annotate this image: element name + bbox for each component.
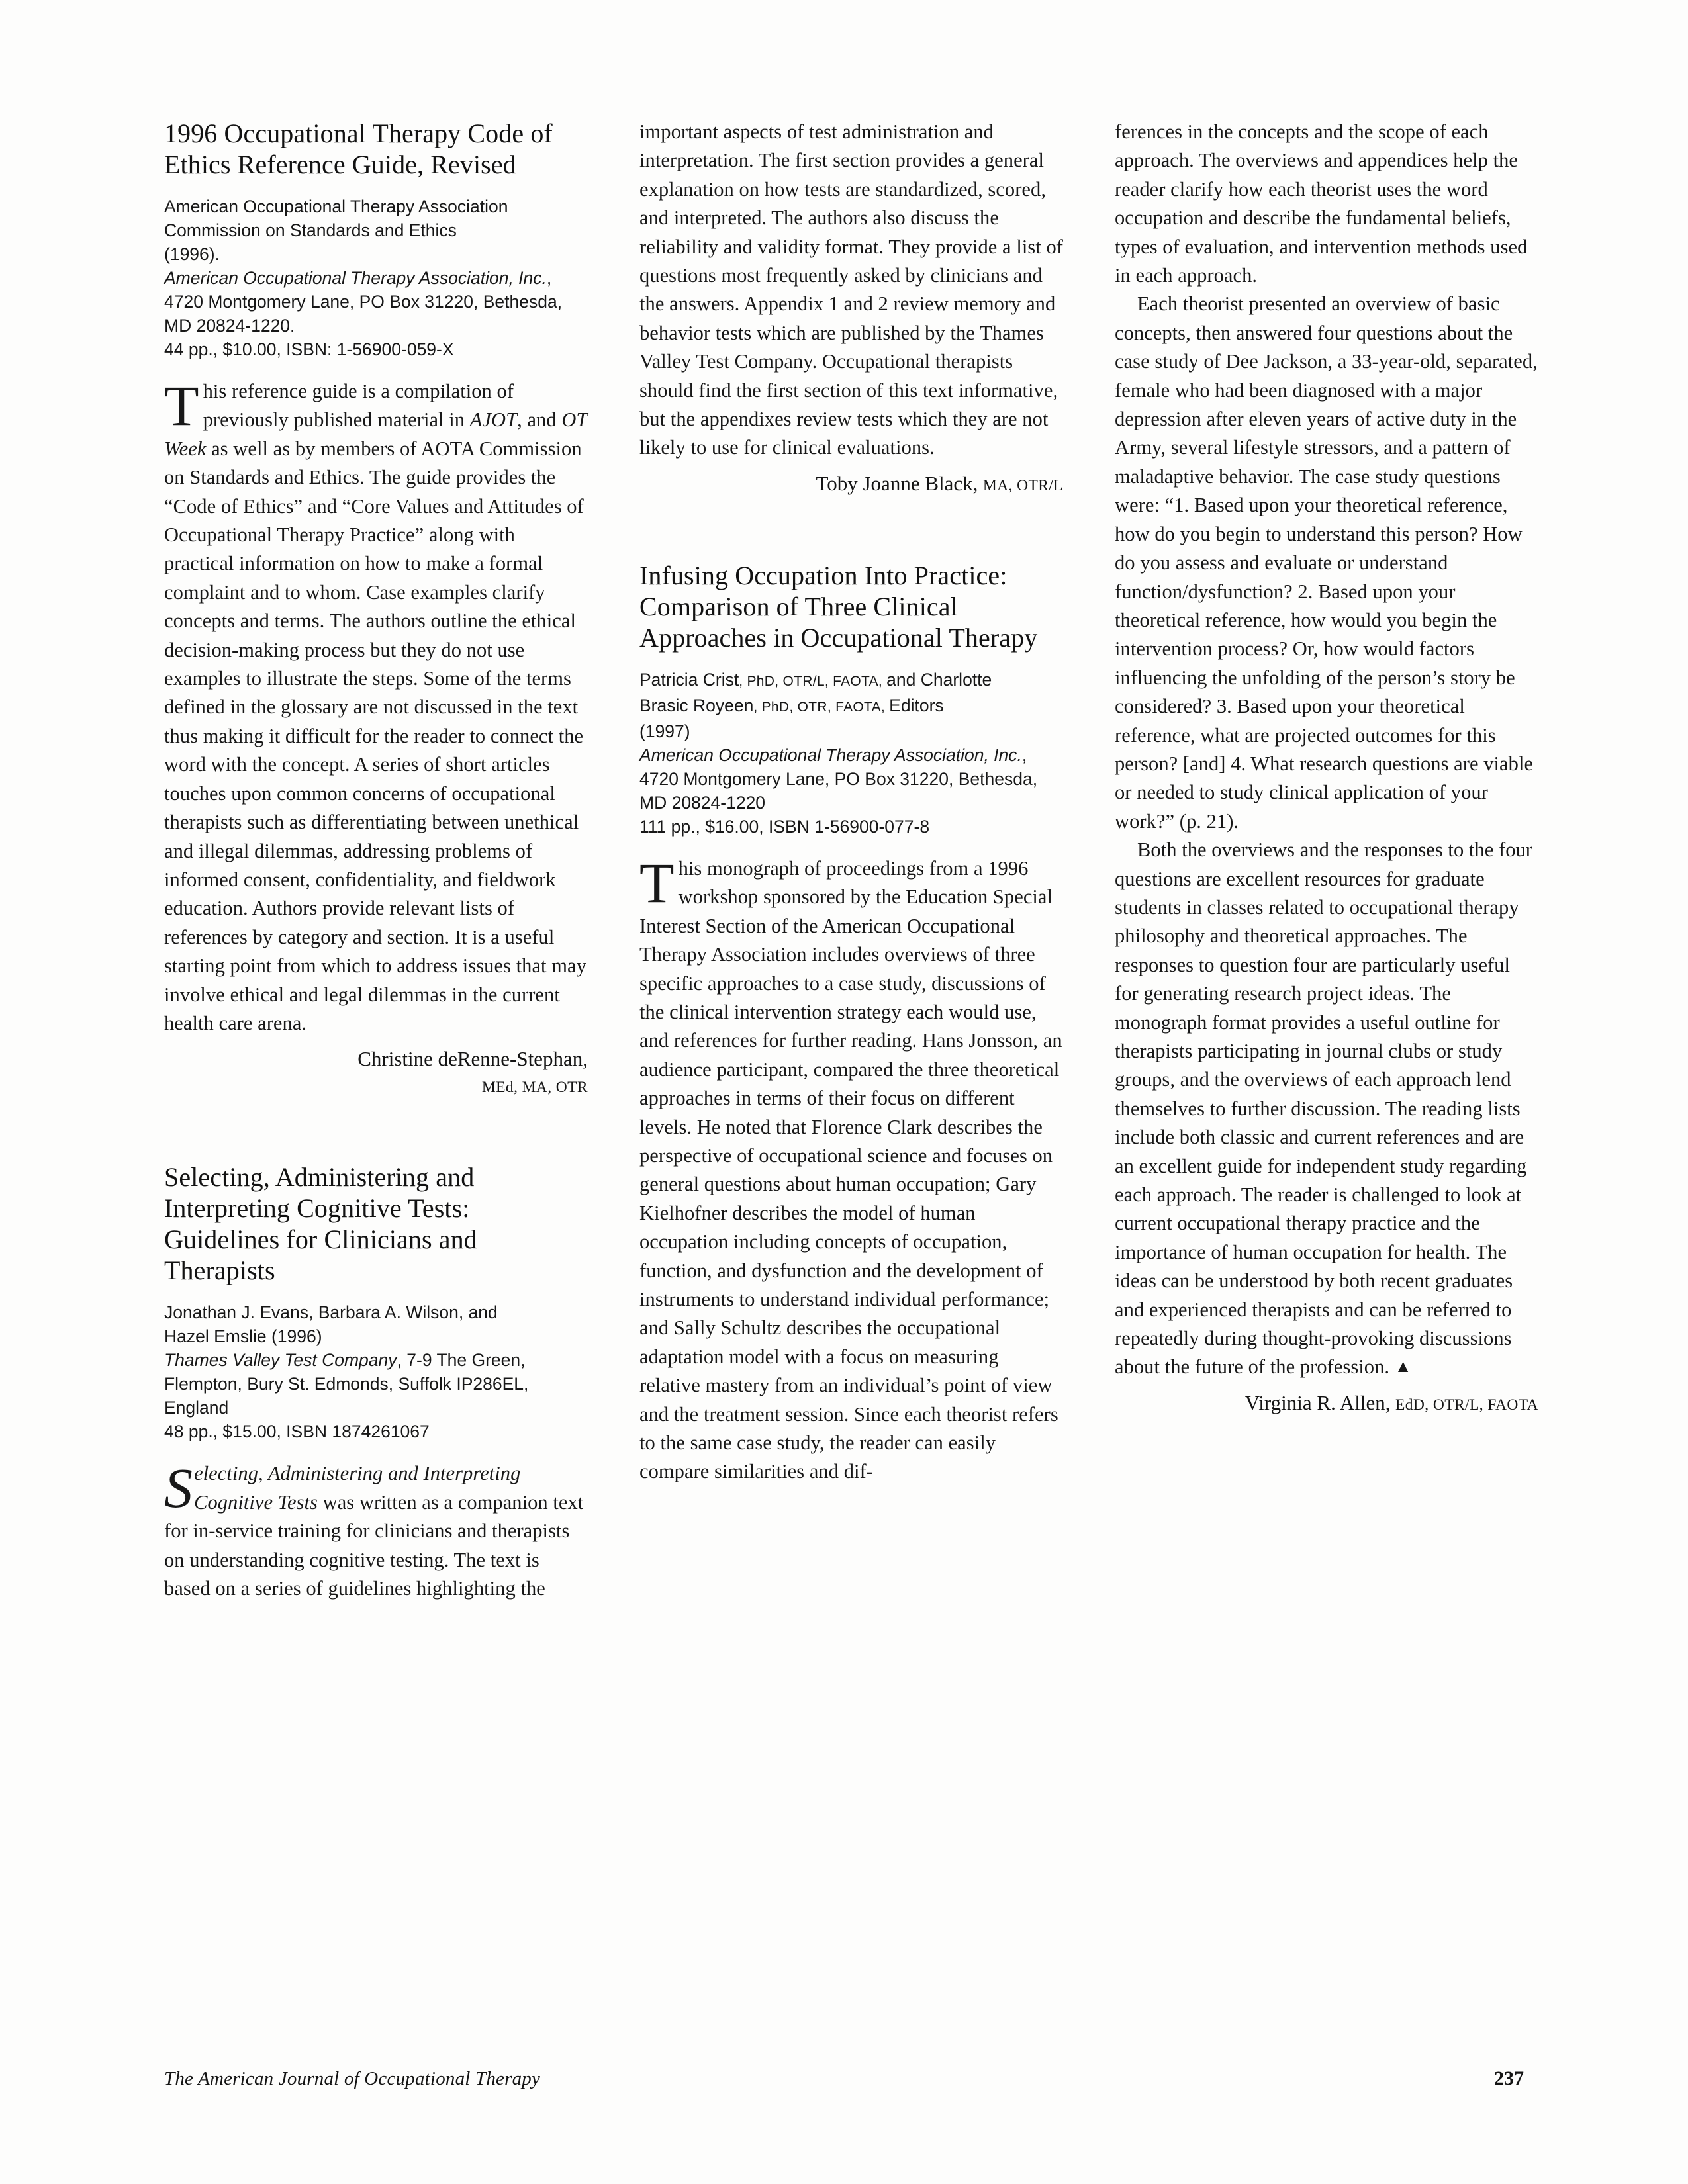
citation-line-2: Commission on Standards and Ethics xyxy=(164,220,457,240)
journal-title-ajot: AJOT xyxy=(469,408,518,432)
drop-cap-letter: S xyxy=(164,1456,193,1520)
citation-block-infusing-occupation xyxy=(639,668,1063,839)
citation-year: (1997) xyxy=(639,721,690,741)
end-of-article-triangle-icon: ▲ xyxy=(1394,1357,1412,1377)
body-text: his monograph of proceedings from a 1996 workshop sponsored by the Education Special Interest Section of the American Occupational Therapy Association includes overviews of three specific approaches to a case study, discussions of the clinical intervention strategy each would use, and references for further reading. Hans Jonsson, an audience participant, compared the three theoretical approaches in terms of their focus on different levels. He noted that Florence Clark describes the perspective of occupational science and focuses on general questions about human occupation; Gary Kielhofner describes the model of human occupation including concepts of occupation, function, and dysfunction and the development of instruments to understand individual performance; and Sally Schultz describes the occupational adaptation model with a focus on measuring relative mastery from an individual’s point of view and the treatment session. Since each theorist refers to the same case study, the reader can easily compare similarities and dif- xyxy=(639,856,1062,1483)
page-number: 237 xyxy=(1494,2068,1524,2089)
citation-line-1: American Occupational Therapy Association xyxy=(164,197,508,216)
citation-line-2: Hazel Emslie (1996) xyxy=(164,1326,322,1347)
reviewer-name: Toby Joanne Black, xyxy=(816,471,978,495)
book-title-italic: electing, Administering and Interpreting Cognitive Tests xyxy=(194,1462,521,1514)
body-text-tail: as well as by members of AOTA Commission on Standards and Ethics. The guide provides the “Code of Ethics” and “Core Values and Attitudes of Occupational Therapy Practice” along with practical information on how to make a formal complaint and to whom. Case examples clarify concepts and terms. The authors outline the ethical decision-making process but they do not use examples to illustrate the steps. Some of the terms defined in the glossary are not discussed in the text thus making it difficult for the reader to connect the word with the concept. A series of short articles touches upon common concerns of occupational therapists such as differentiating between unethical and illegal dilemmas, addressing problems of informed consent, confidentiality, and fieldwork education. Authors provide relevant lists of references by category and section. It is a useful starting point from which to address issues that may involve ethical and legal dilemmas in the current health care arena. xyxy=(164,437,586,1034)
review-body-paragraph-one: ferences in the concepts and the scope of each approach. The overviews and appendices help the reader clarify how each theorist uses the word occupation and describe the fundamental beliefs, types of evaluation, and intervention methods used in each approach. xyxy=(1115,120,1528,287)
section-spacer xyxy=(164,1101,588,1161)
column-one xyxy=(164,118,588,1997)
drop-cap-letter: T xyxy=(639,850,675,915)
reviewer-credentials: MEd, MA, OTR xyxy=(481,1079,588,1097)
citation-details: 48 pp., $15.00, ISBN 1874261067 xyxy=(164,1422,430,1442)
citation-publisher: American Occupational Therapy Association, Inc. xyxy=(639,745,1022,765)
reviewer-credentials: MA, OTR/L xyxy=(982,477,1063,494)
reviewer-signature-toby-black xyxy=(639,471,1063,499)
editor-one-credentials: , PhD, OTR/L, FAOTA, xyxy=(739,673,887,689)
section-spacer xyxy=(639,499,1063,560)
editor-one-name: Patricia Crist xyxy=(639,669,739,690)
column-three xyxy=(1115,118,1538,1997)
reviewer-name: Virginia R. Allen, xyxy=(1244,1390,1391,1414)
drop-cap-letter: T xyxy=(164,374,199,437)
journal-name-footer: The American Journal of Occupational Therapy xyxy=(164,2068,541,2089)
paragraph-three-text: Both the overviews and the responses to the four questions are excellent resources for graduate students in classes related to occupational therapy philosophy and theoretical approaches. The responses to question four are particularly useful for generating research project ideas. The monograph format provides a useful outline for therapists participating in journal clubs or study groups, and the overviews of each approach lend themselves to further discussion. The reading lists include both classic and current references and are an excellent guide for independent study regarding each approach. The reader is challenged to look at current occupational therapy practice and the importance of human occupation for health. The ideas can be understood by both recent graduates and experienced therapists and can be referred to repeatedly during thought-provoking discussions about the future of the profession. xyxy=(1115,839,1533,1379)
body-text-mid: , and xyxy=(517,408,562,432)
citation-block-code-of-ethics xyxy=(164,195,588,361)
review-body-infusing-occupation xyxy=(639,850,1063,1486)
citation-details: 111 pp., $16.00, ISBN 1-56900-077-8 xyxy=(639,816,930,837)
editor-join-text: and Charlotte xyxy=(886,669,992,690)
page-footer xyxy=(164,2064,1524,2090)
review-body-cognitive-tests xyxy=(164,1456,588,1603)
citation-address: , 4720 Montgomery Lane, PO Box 31220, Bethesda, MD 20824-1220. xyxy=(164,268,563,336)
article-title-cognitive-tests: Selecting, Administering and Interpreting Cognitive Tests: Guidelines for Clinicians and Therapists xyxy=(164,1162,477,1286)
article-title-code-of-ethics: 1996 Occupational Therapy Code of Ethics Reference Guide, Revised xyxy=(164,118,553,179)
body-text-tail: was written as a companion text for in-service training for clinicians and therapists on understanding cognitive testing. The text is based on a series of guidelines highlighting the xyxy=(164,1490,584,1600)
reviewer-name: Christine deRenne-Stephan, xyxy=(357,1047,588,1071)
reviewer-credentials: EdD, OTR/L, FAOTA xyxy=(1395,1396,1538,1414)
review-body-cognitive-tests-continued: important aspects of test administration and interpretation. The first section provides a general explanation on how tests are standardized, scored, and interpreted. The authors also discuss the reliability and validity format. They provide a list of questions most frequently asked by clinicians and the answers. Appendix 1 and 2 review memory and behavior tests which are published by the Thames Valley Test Company. Occupational therapists should find the first section of this text informative, but the appendixes review tests which they are not likely to use for clinical evaluations. xyxy=(639,120,1063,459)
three-column-layout xyxy=(164,118,1538,1997)
citation-details: 44 pp., $10.00, ISBN: 1-56900-059-X xyxy=(164,340,454,359)
editor-role-label: Editors xyxy=(889,695,944,715)
citation-address: , 7-9 The Green, Flempton, Bury St. Edmonds, Suffolk IP286EL, England xyxy=(164,1350,529,1418)
citation-publisher: Thames Valley Test Company xyxy=(164,1350,397,1371)
reviewer-signature-derenne-stephan xyxy=(164,1046,588,1101)
journal-title-otweek: OT Week xyxy=(164,408,587,460)
editor-two-credentials: , PhD, OTR, FAOTA, xyxy=(753,699,890,715)
citation-address: , 4720 Montgomery Lane, PO Box 31220, Bethesda, MD 20824-1220 xyxy=(639,745,1038,813)
article-title-infusing-occupation: Infusing Occupation Into Practice: Comparison of Three Clinical Approaches in Occupational Therapy xyxy=(639,560,1038,653)
review-body-code-of-ethics xyxy=(164,374,588,1038)
column-two xyxy=(639,118,1063,1997)
citation-year: (1996). xyxy=(164,244,220,264)
editor-two-name: Brasic Royeen xyxy=(639,695,754,715)
citation-block-cognitive-tests xyxy=(164,1300,588,1443)
citation-line-1: Jonathan J. Evans, Barbara A. Wilson, and xyxy=(164,1302,498,1323)
body-text-open: his reference guide is a compilation of previously published material in xyxy=(203,380,514,432)
reviewer-signature-virginia-allen xyxy=(1115,1390,1538,1418)
citation-publisher: American Occupational Therapy Association, Inc. xyxy=(164,268,547,288)
review-body-paragraph-two: Each theorist presented an overview of basic concepts, then answered four questions about the case study of Dee Jackson, a 33-year-old, separated, female who had been diagnosed with a major depression after eleven years of active duty in the Army, several lifestyle stressors, and a pattern of maladaptive behavior. The case study questions were: “1. Based upon your theoretical reference, how do you begin to understand this person? How do you assess and evaluate or understand function/dysfunction? 2. Based upon your theoretical reference, how would you begin the intervention process? Or, how would factors influencing the unfolding of the person’s story be considered? 3. Based upon your theoretical reference, what are projected outcomes for this person? [and] 4. What research questions are viable or needed to study clinical application of your work?” (p. 21). xyxy=(1115,293,1538,833)
review-body-paragraph-three xyxy=(1115,836,1538,1382)
